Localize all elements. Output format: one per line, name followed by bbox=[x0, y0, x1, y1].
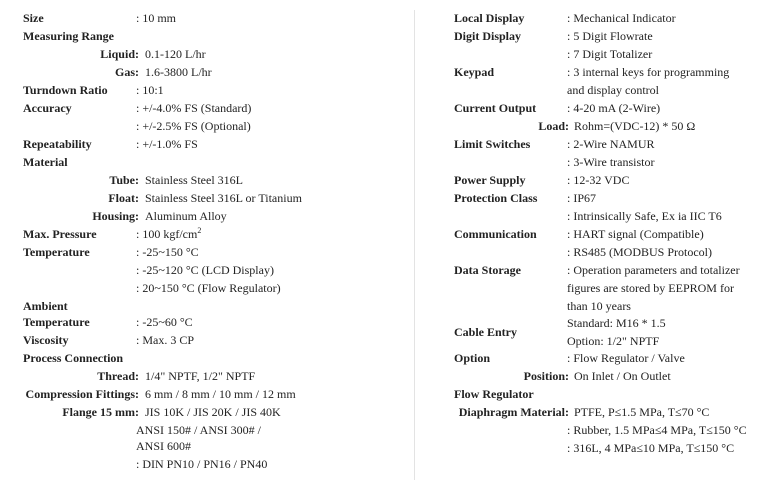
spec-row bbox=[0, 349, 405, 367]
spec-value: Stainless Steel 316L bbox=[145, 173, 243, 187]
spec-label: Keypad bbox=[454, 65, 495, 79]
spec-row bbox=[430, 117, 767, 135]
spec-value: : HART signal (Compatible) bbox=[567, 227, 704, 241]
spec-label: Gas: bbox=[115, 65, 139, 79]
spec-value: : 7 Digit Totalizer bbox=[567, 47, 653, 61]
spec-row bbox=[430, 332, 767, 350]
spec-value: : +/-1.0% FS bbox=[136, 137, 198, 151]
spec-label: Process Connection bbox=[23, 351, 124, 365]
spec-row bbox=[430, 421, 767, 439]
spec-row bbox=[0, 403, 405, 421]
spec-value: On Inlet / On Outlet bbox=[574, 369, 671, 383]
spec-row bbox=[430, 135, 767, 153]
spec-row bbox=[0, 367, 405, 385]
spec-row bbox=[0, 153, 405, 171]
spec-value: Aluminum Alloy bbox=[145, 209, 227, 223]
spec-value: : +/-4.0% FS (Standard) bbox=[136, 101, 252, 115]
spec-row bbox=[0, 437, 405, 455]
spec-label: Power Supply bbox=[454, 173, 526, 187]
spec-row bbox=[0, 63, 405, 81]
spec-row bbox=[430, 225, 767, 243]
spec-label: Max. Pressure bbox=[23, 227, 97, 241]
spec-row bbox=[430, 171, 767, 189]
spec-value: Stainless Steel 316L or Titanium bbox=[145, 191, 302, 205]
spec-row bbox=[430, 403, 767, 421]
spec-row bbox=[430, 261, 767, 279]
spec-value: : RS485 (MODBUS Protocol) bbox=[567, 245, 713, 259]
spec-row bbox=[430, 27, 767, 45]
spec-value: : 100 kgf/$cm^2$ bbox=[136, 226, 202, 241]
spec-row bbox=[430, 349, 767, 367]
spec-value: : DIN PN10 / PN16 / PN40 bbox=[136, 457, 268, 471]
spec-label: Cable Entry bbox=[454, 325, 517, 339]
spec-label: Communication bbox=[454, 227, 537, 241]
spec-label: Housing: bbox=[92, 209, 139, 223]
spec-row bbox=[0, 135, 405, 153]
spec-label: Turndown Ratio bbox=[23, 83, 108, 97]
spec-value: : Operation parameters and totalizer bbox=[567, 263, 740, 277]
spec-value: : 10:1 bbox=[136, 83, 164, 97]
spec-label: Diaphragm Material: bbox=[458, 405, 569, 419]
spec-value: : -25~60 °C bbox=[136, 315, 193, 329]
spec-value: : Rubber, 1.5 MPa≤4 MPa, T≤150 °C bbox=[567, 423, 747, 437]
spec-value: : -25~150 °C bbox=[136, 245, 199, 259]
spec-label: Thread: bbox=[97, 369, 139, 383]
spec-row bbox=[430, 81, 767, 99]
spec-label: Compression Fittings: bbox=[25, 387, 139, 401]
spec-label: Flange 15 mm: bbox=[62, 405, 139, 419]
spec-label: Float: bbox=[108, 191, 139, 205]
spec-row bbox=[430, 153, 767, 171]
spec-value: : -25~120 °C (LCD Display) bbox=[136, 263, 274, 277]
spec-label: Accuracy bbox=[23, 101, 72, 115]
spec-value: Rohm=(VDC-12) * 50 Ω bbox=[574, 119, 696, 133]
spec-row bbox=[0, 261, 405, 279]
spec-row bbox=[430, 45, 767, 63]
spec-row bbox=[430, 99, 767, 117]
spec-row bbox=[0, 117, 405, 135]
spec-row bbox=[0, 331, 405, 349]
spec-value: and display control bbox=[567, 83, 659, 97]
spec-row bbox=[0, 171, 405, 189]
spec-row bbox=[430, 63, 767, 81]
spec-row bbox=[0, 81, 405, 99]
spec-row bbox=[430, 207, 767, 225]
spec-row bbox=[0, 207, 405, 225]
spec-value: : Intrinsically Safe, Ex ia IIC T6 bbox=[567, 209, 722, 223]
spec-value: Option: 1/2" NPTF bbox=[567, 334, 660, 348]
spec-row bbox=[0, 385, 405, 403]
spec-value: : Flow Regulator / Valve bbox=[567, 351, 685, 365]
spec-value: 0.1-120 L/hr bbox=[145, 47, 206, 61]
spec-label: Size bbox=[23, 11, 44, 25]
spec-row bbox=[430, 439, 767, 457]
spec-row bbox=[430, 189, 767, 207]
spec-label: Flow Regulator bbox=[454, 387, 534, 401]
spec-label: Viscosity bbox=[23, 333, 69, 347]
spec-label: Local Display bbox=[454, 11, 525, 25]
spec-value: : 2-Wire NAMUR bbox=[567, 137, 655, 151]
spec-label: Load: bbox=[538, 119, 569, 133]
spec-label: Liquid: bbox=[100, 47, 139, 61]
spec-row bbox=[0, 313, 405, 331]
spec-value: : 316L, 4 MPa≤10 MPa, T≤150 °C bbox=[567, 441, 735, 455]
spec-label: Limit Switches bbox=[454, 137, 531, 151]
spec-value: 6 mm / 8 mm / 10 mm / 12 mm bbox=[145, 387, 296, 401]
spec-value: : 4-20 mA (2-Wire) bbox=[567, 101, 661, 115]
spec-value: : IP67 bbox=[567, 191, 597, 205]
spec-row bbox=[0, 189, 405, 207]
spec-label: Data Storage bbox=[454, 263, 521, 277]
spec-label: Temperature bbox=[23, 315, 90, 329]
column-divider bbox=[414, 10, 415, 480]
spec-label: Option bbox=[454, 351, 491, 365]
spec-label: Repeatability bbox=[23, 137, 92, 151]
spec-row bbox=[430, 297, 767, 315]
spec-label: Protection Class bbox=[454, 191, 538, 205]
spec-value: JIS 10K / JIS 20K / JIS 40K bbox=[145, 405, 281, 419]
spec-value: ANSI 150# / ANSI 300# / bbox=[136, 423, 262, 437]
spec-value: : Mechanical Indicator bbox=[567, 11, 676, 25]
spec-row bbox=[430, 367, 767, 385]
spec-value: 1/4" NPTF, 1/2" NPTF bbox=[145, 369, 256, 383]
spec-label: Material bbox=[23, 155, 68, 169]
spec-value: than 10 years bbox=[567, 299, 631, 313]
spec-value: : 5 Digit Flowrate bbox=[567, 29, 653, 43]
spec-row bbox=[0, 27, 405, 45]
spec-value: ANSI 600# bbox=[136, 439, 192, 453]
spec-value: : 10 mm bbox=[136, 11, 177, 25]
spec-row bbox=[0, 243, 405, 261]
spec-value: : Max. 3 CP bbox=[136, 333, 195, 347]
spec-label: Digit Display bbox=[454, 29, 522, 43]
spec-row bbox=[430, 9, 767, 27]
spec-value: : 12-32 VDC bbox=[567, 173, 630, 187]
spec-row bbox=[0, 225, 405, 243]
spec-row bbox=[430, 243, 767, 261]
spec-value: Standard: M16 * 1.5 bbox=[567, 316, 666, 330]
spec-value: PTFE, P≤1.5 MPa, T≤70 °C bbox=[574, 405, 710, 419]
spec-label: Current Output bbox=[454, 101, 537, 115]
spec-value: : 3 internal keys for programming bbox=[567, 65, 730, 79]
spec-label: Measuring Range bbox=[23, 29, 114, 43]
spec-row bbox=[0, 455, 405, 473]
spec-row bbox=[430, 279, 767, 297]
spec-row bbox=[0, 279, 405, 297]
spec-value: figures are stored by EEPROM for bbox=[567, 281, 734, 295]
spec-label: Ambient bbox=[23, 299, 68, 313]
spec-value: : +/-2.5% FS (Optional) bbox=[136, 119, 251, 133]
spec-row bbox=[430, 385, 767, 403]
spec-row bbox=[0, 45, 405, 63]
spec-row bbox=[0, 9, 405, 27]
spec-value: : 20~150 °C (Flow Regulator) bbox=[136, 281, 281, 295]
spec-label: Position: bbox=[523, 369, 569, 383]
spec-value: : 3-Wire transistor bbox=[567, 155, 655, 169]
spec-value: 1.6-3800 L/hr bbox=[145, 65, 212, 79]
superscript: 2 bbox=[197, 226, 202, 235]
spec-label: Temperature bbox=[23, 245, 90, 259]
spec-label: Tube: bbox=[109, 173, 139, 187]
spec-row bbox=[0, 99, 405, 117]
